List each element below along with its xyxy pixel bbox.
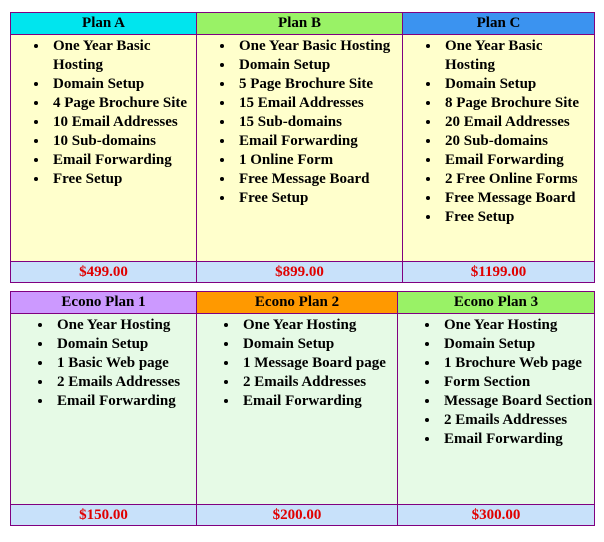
econo-plan-3-feature: • Form Section bbox=[440, 373, 594, 392]
plan-c-feature: • 20 Email Addresses bbox=[441, 113, 594, 132]
plan-a-title: Plan A bbox=[11, 13, 197, 35]
plans-features-row bbox=[11, 35, 595, 262]
plan-b-price: $899.00 bbox=[197, 262, 403, 283]
plan-c-feature: • Free Setup bbox=[441, 208, 594, 227]
plan-c-feature: • 8 Page Brochure Site bbox=[441, 94, 594, 113]
econo-plan-3-feature: • 1 Brochure Web page bbox=[440, 354, 594, 373]
econo-plan-3-features bbox=[398, 314, 595, 505]
plan-a-feature: • 4 Page Brochure Site bbox=[49, 94, 196, 113]
plan-b-feature: • 5 Page Brochure Site bbox=[235, 75, 402, 94]
plan-b-feature: • Free Setup bbox=[235, 189, 402, 208]
plan-c-feature: • Email Forwarding bbox=[441, 151, 594, 170]
plan-a-feature: • 10 Email Addresses bbox=[49, 113, 196, 132]
econo-plan-1-title: Econo Plan 1 bbox=[11, 292, 197, 314]
econo-plan-2-feature: • Domain Setup bbox=[239, 335, 397, 354]
plan-c-feature: • 20 Sub-domains bbox=[441, 132, 594, 151]
plan-b-feature: • Free Message Board bbox=[235, 170, 402, 189]
econo-plan-2-feature: • 2 Emails Addresses bbox=[239, 373, 397, 392]
plan-c-feature: • Free Message Board bbox=[441, 189, 594, 208]
plans-price-row bbox=[11, 262, 595, 283]
econo-plan-3-title: Econo Plan 3 bbox=[398, 292, 595, 314]
econo-price-row bbox=[11, 505, 595, 526]
plan-b-feature: • 15 Email Addresses bbox=[235, 94, 402, 113]
econo-plan-1-feature: • Domain Setup bbox=[53, 335, 196, 354]
plan-a-price: $499.00 bbox=[11, 262, 197, 283]
plan-c-title: Plan C bbox=[403, 13, 595, 35]
econo-plan-3-feature: • Email Forwarding bbox=[440, 430, 594, 449]
plan-a-feature: • 10 Sub-domains bbox=[49, 132, 196, 151]
econo-plan-1-price: $150.00 bbox=[11, 505, 197, 526]
econo-plan-2-feature: • 1 Message Board page bbox=[239, 354, 397, 373]
plan-c-feature: • Domain Setup bbox=[441, 75, 594, 94]
econo-features-row bbox=[11, 314, 595, 505]
econo-plan-1-feature: • 2 Emails Addresses bbox=[53, 373, 196, 392]
plan-b-feature: • 1 Online Form bbox=[235, 151, 402, 170]
econo-plan-3-price: $300.00 bbox=[398, 505, 595, 526]
econo-plan-1-feature: • 1 Basic Web page bbox=[53, 354, 196, 373]
plan-a-feature: • Free Setup bbox=[49, 170, 196, 189]
plan-b-feature: • Domain Setup bbox=[235, 56, 402, 75]
econo-plan-1-feature: • Email Forwarding bbox=[53, 392, 196, 411]
econo-plans-table bbox=[10, 291, 595, 526]
econo-plan-2-price: $200.00 bbox=[197, 505, 398, 526]
econo-plan-3-feature: • 2 Emails Addresses bbox=[440, 411, 594, 430]
econo-plan-2-title: Econo Plan 2 bbox=[197, 292, 398, 314]
plan-c-feature: • 2 Free Online Forms bbox=[441, 170, 594, 189]
plan-b-feature: • 15 Sub-domains bbox=[235, 113, 402, 132]
econo-plan-2-feature: • Email Forwarding bbox=[239, 392, 397, 411]
plan-a-feature: • Domain Setup bbox=[49, 75, 196, 94]
econo-plan-2-feature: • One Year Hosting bbox=[239, 316, 397, 335]
econo-plan-1-features bbox=[11, 314, 197, 505]
econo-plan-3-feature: • Domain Setup bbox=[440, 335, 594, 354]
plan-c-features bbox=[403, 35, 595, 262]
econo-header-row bbox=[11, 292, 595, 314]
plan-b-title: Plan B bbox=[197, 13, 403, 35]
plan-a-features bbox=[11, 35, 197, 262]
plan-a-feature: • One Year Basic Hosting bbox=[49, 37, 196, 75]
econo-plan-1-feature: • One Year Hosting bbox=[53, 316, 196, 335]
econo-plan-2-features bbox=[197, 314, 398, 505]
plan-c-feature: • One Year Basic Hosting bbox=[441, 37, 594, 75]
econo-plan-3-feature: • One Year Hosting bbox=[440, 316, 594, 335]
plan-c-price: $1199.00 bbox=[403, 262, 595, 283]
plan-b-feature: • Email Forwarding bbox=[235, 132, 402, 151]
plan-a-feature: • Email Forwarding bbox=[49, 151, 196, 170]
standard-plans-table bbox=[10, 12, 595, 283]
plan-b-features bbox=[197, 35, 403, 262]
econo-plan-3-feature: • Message Board Section bbox=[440, 392, 594, 411]
plan-b-feature: • One Year Basic Hosting bbox=[235, 37, 402, 56]
plans-header-row bbox=[11, 13, 595, 35]
